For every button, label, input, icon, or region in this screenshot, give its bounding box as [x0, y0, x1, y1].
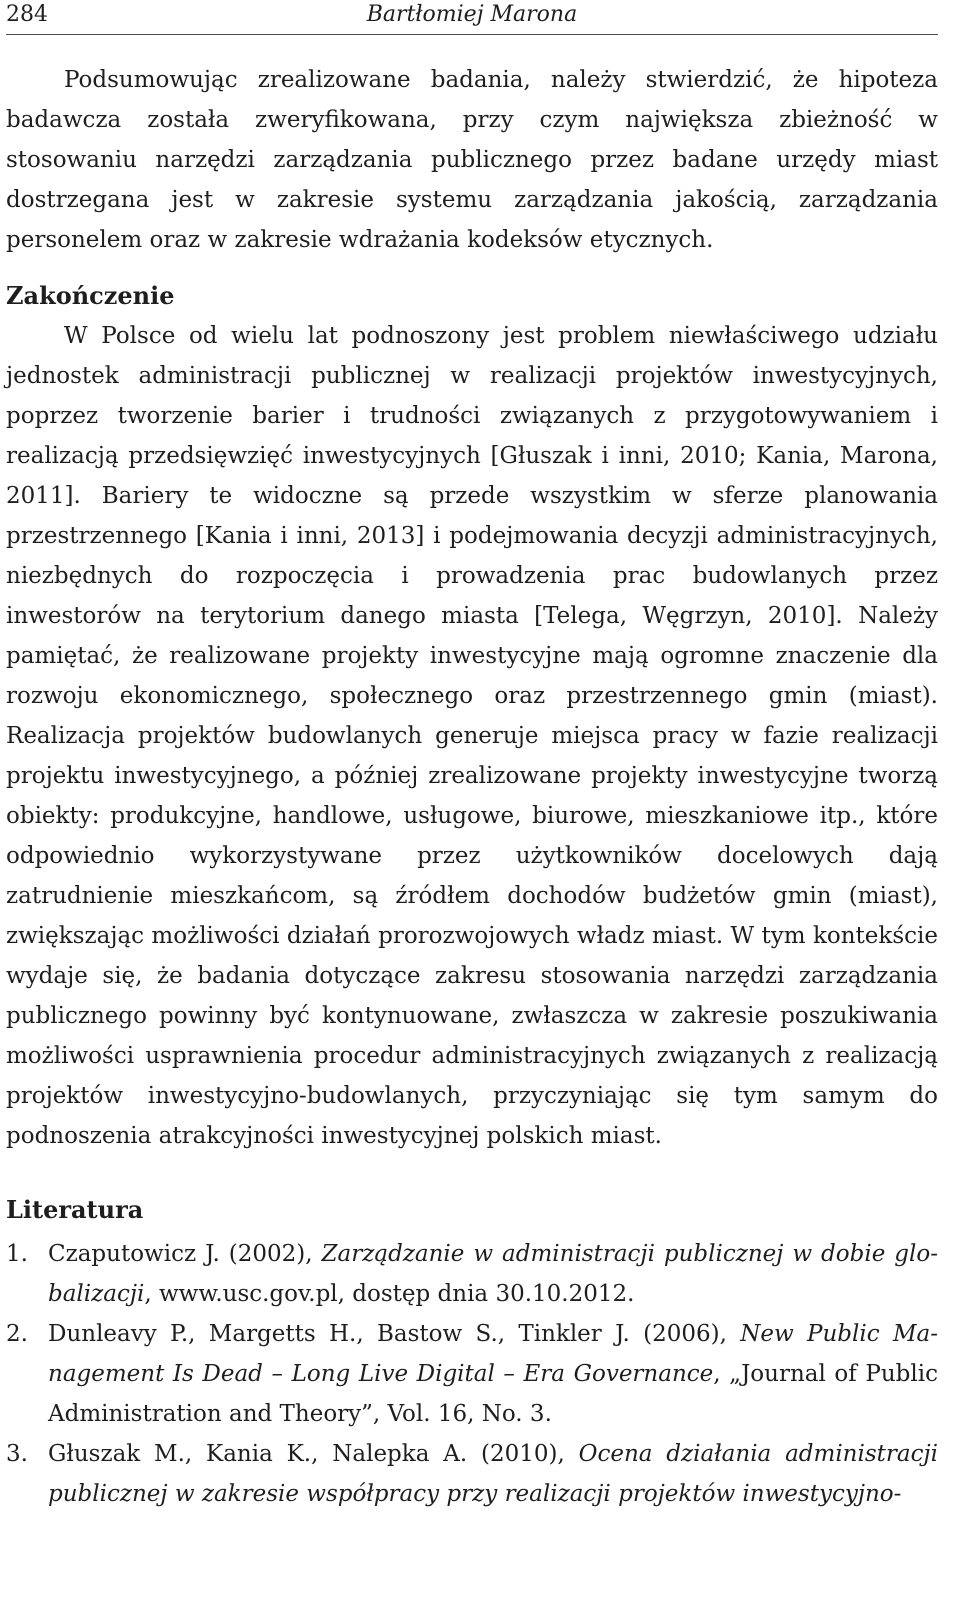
reference-authors: Głuszak M., Kania K., Nalepka A. (2010), [48, 1441, 579, 1467]
section-heading-conclusion: Zakończenie [6, 281, 175, 310]
running-header [6, 0, 938, 35]
reference-item [6, 1434, 938, 1514]
reference-authors: Czaputowicz J. (2002), [48, 1241, 322, 1267]
reference-list [6, 1234, 938, 1514]
reference-number: 2. [6, 1321, 28, 1347]
section-heading-literature: Literatura [6, 1195, 144, 1224]
running-title-author: Bartłomiej Marona [366, 2, 578, 27]
reference-title: Zarządzanie w administracji publicznej w dobie globalizacji [48, 1241, 938, 1307]
reference-details: , „Journal of Public Administration and Theory”, Vol. 16, No. 3. [48, 1361, 938, 1427]
page-body [6, 60, 938, 1514]
summary-paragraph: Podsumowując zrealizowane badania, należy stwierdzić, że hipoteza badawcza została zweryfikowana, przy czym największa zbieżność w stosowaniu narzędzi zarządzania publicznego przez badane urzędy miast dostrzegana jest w zakresie systemu zarządzania jakością, zarządzania personelem oraz w zakresie wdrażania kodeksów etycznych. [6, 67, 938, 253]
reference-authors: Dunleavy P., Margetts H., Bastow S., Tinkler J. (2006), [48, 1321, 741, 1347]
reference-title: New Public Management Is Dead – Long Live Digital – Era Governance [48, 1321, 938, 1387]
page-number: 284 [6, 2, 48, 27]
reference-number: 1. [6, 1241, 28, 1267]
reference-item [6, 1314, 938, 1434]
reference-item [6, 1234, 938, 1314]
reference-title: Ocena działania administracji publicznej w zakresie współpracy przy realizacji projektów inwestycyjno- [48, 1441, 938, 1507]
conclusion-paragraph: W Polsce od wielu lat podnoszony jest problem niewłaściwego udziału jednostek administracji publicznej w realizacji projektów inwestycyjnych, poprzez tworzenie barier i trudności związanych z przygotowywaniem i realizacją przedsięwzięć inwestycyjnych [Głuszak i inni, 2010; Kania, Marona, 2011]. Bariery te widoczne są przede wszystkim w sferze planowania przestrzennego [Kania i inni, 2013] i podejmowania decyzji administracyjnych, niezbędnych do rozpoczęcia i prowadzenia prac budowlanych przez inwestorów na terytorium danego miasta [Telega, Węgrzyn, 2010]. Należy pamiętać, że realizowane projekty inwestycyjne mają ogromne znaczenie dla rozwoju ekonomicznego, społecznego oraz przestrzennego gmin (miast). Realizacja projektów budowlanych generuje miejsca pracy w fazie realizacji projektu inwestycyjnego, a później zrealizowane projekty inwestycyjne tworzą obiekty: produkcyjne, handlowe, usługowe, biurowe, mieszkaniowe itp., które odpowiednio wykorzystywane przez użytkowników docelowych dają zatrudnienie mieszkańcom, są źródłem dochodów budżetów gmin (miast), zwiększając możliwości działań prorozwojowych władz miast. W tym kontekście wydaje się, że badania dotyczące zakresu stosowania narzędzi zarządzania publicznego powinny być kontynuowane, zwłaszcza w zakresie poszukiwania możliwości usprawnienia procedur administracyjnych związanych z realizacją projektów inwestycyjno-budowlanych, przyczyniając się tym samym do podnoszenia atrakcyjności inwestycyjnej polskich miast. [6, 323, 938, 1149]
reference-number: 3. [6, 1441, 28, 1467]
reference-details: , www.usc.gov.pl, dostęp dnia 30.10.2012. [144, 1281, 635, 1307]
